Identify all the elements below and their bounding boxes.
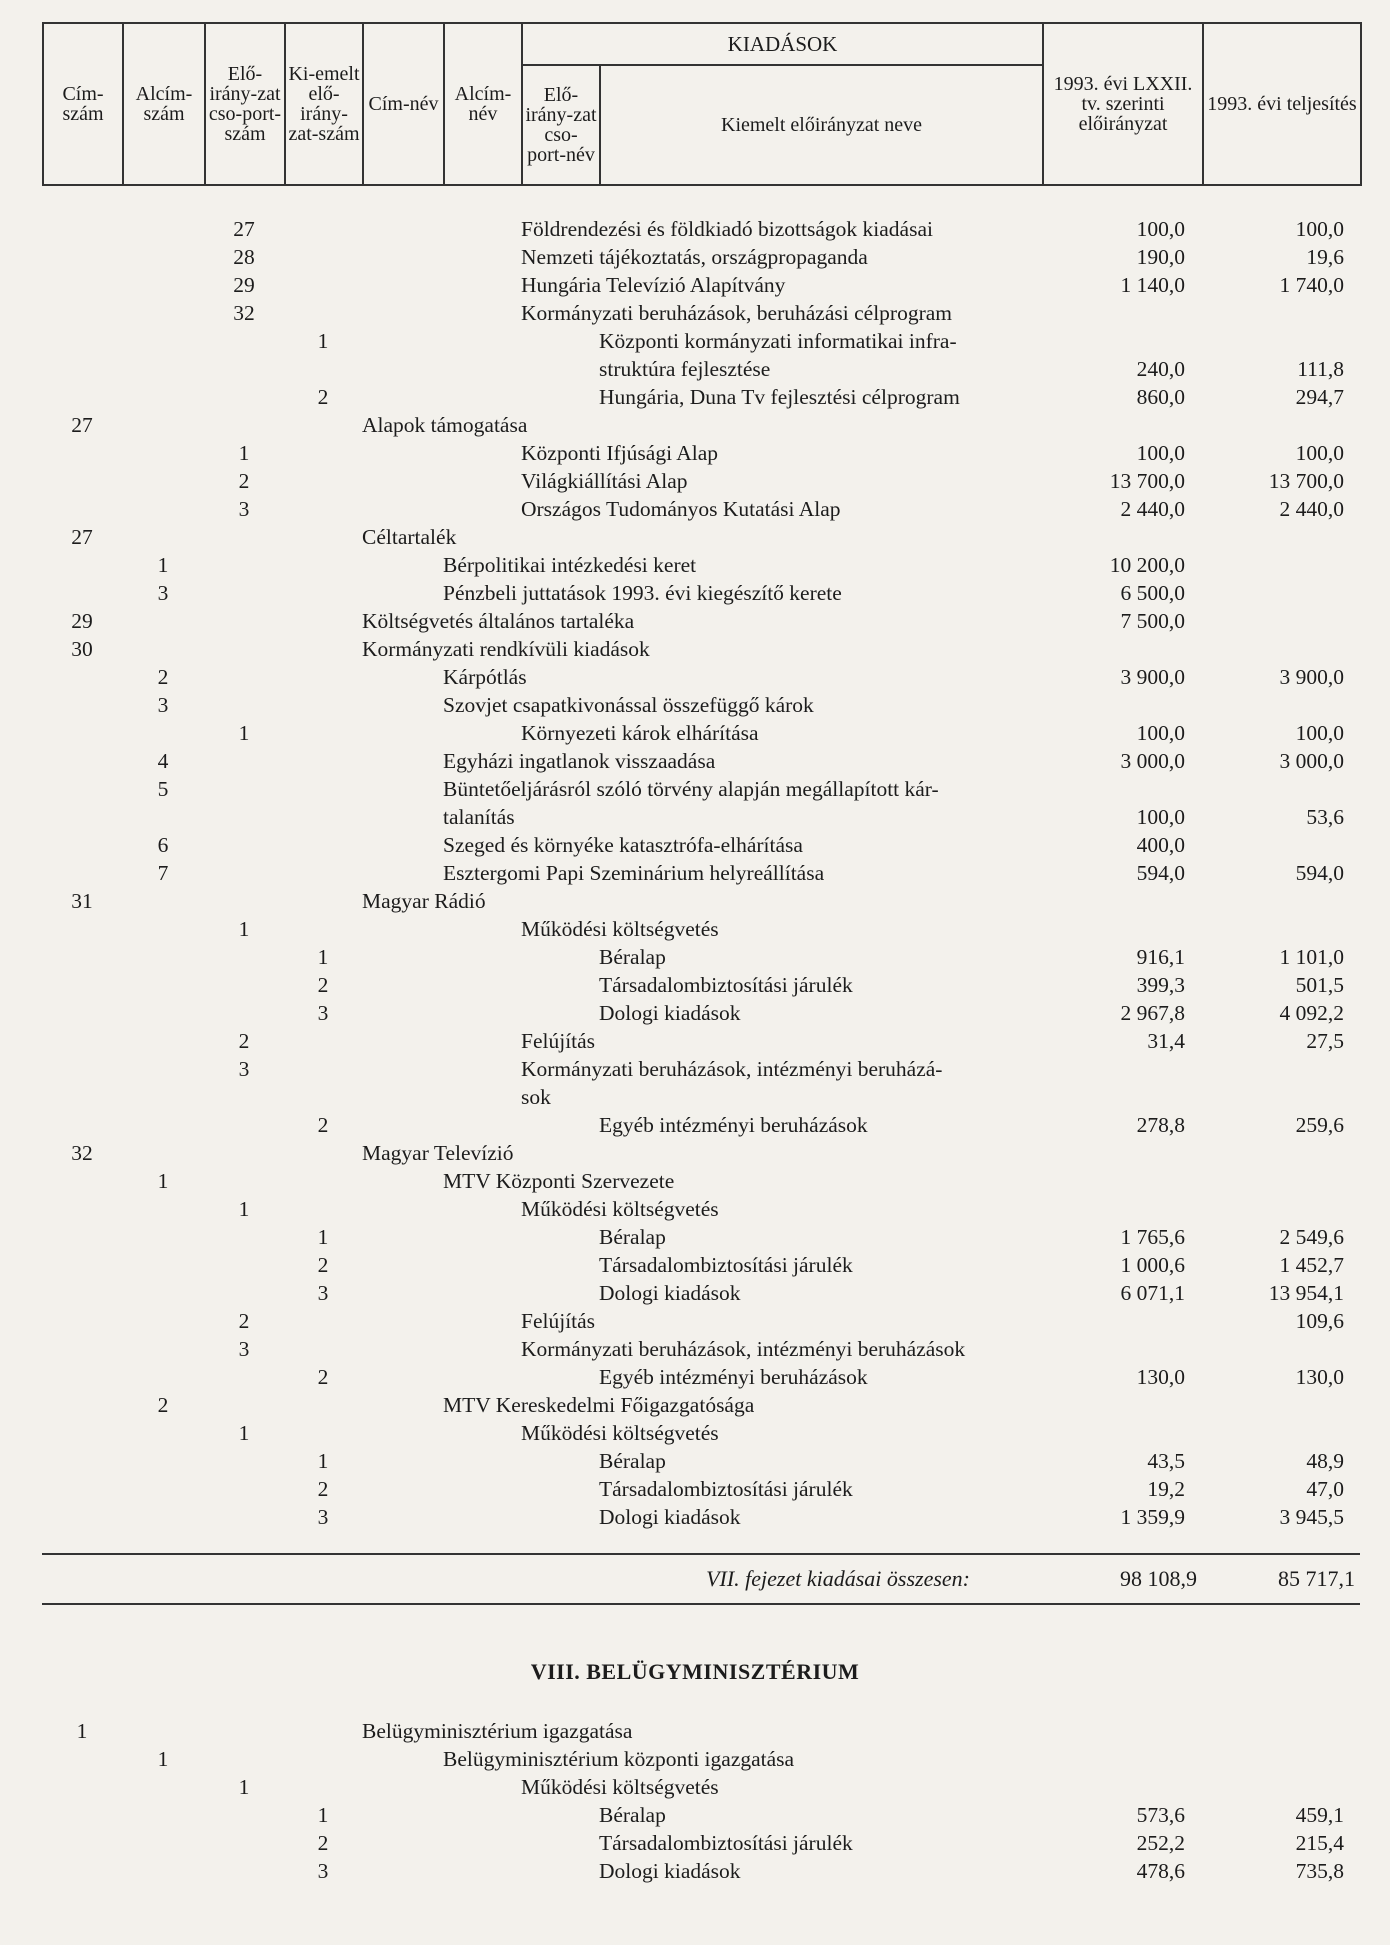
table-row (0, 943, 1390, 971)
row-name: Szeged és környéke katasztrófa-elhárítása (443, 833, 803, 857)
table-row (0, 803, 1390, 831)
row-number: 1 (238, 1421, 250, 1445)
table-row (0, 495, 1390, 523)
row-number: 2 (157, 1393, 169, 1417)
row-number: 1 (238, 1775, 250, 1799)
table-row (0, 1027, 1390, 1055)
row-number: 6 (157, 833, 169, 857)
row-eloiranyzat: 6 071,1 (1120, 1281, 1185, 1305)
table-row (0, 859, 1390, 887)
row-eloiranyzat: 240,0 (1136, 357, 1185, 381)
total-label: VII. fejezet kiadásai összesen: (706, 1566, 970, 1591)
row-teljesites: 48,9 (1306, 1449, 1344, 1473)
row-teljesites: 53,6 (1306, 805, 1344, 829)
row-number: 1 (238, 441, 250, 465)
row-name: Céltartalék (362, 525, 457, 549)
row-teljesites: 4 092,2 (1279, 1001, 1344, 1025)
row-name: Esztergomi Papi Szeminárium helyreállítása (443, 861, 825, 885)
row-eloiranyzat: 1 359,9 (1120, 1505, 1185, 1529)
row-number: 3 (157, 581, 169, 605)
header-kiadasok: KIADÁSOK (522, 23, 1043, 65)
row-number: 2 (238, 469, 250, 493)
row-name: Földrendezési és földkiadó bizottságok kiadásai (521, 217, 933, 241)
row-number: 2 (317, 1477, 329, 1501)
row-name: MTV Központi Szervezete (443, 1169, 675, 1193)
header-teljesites: 1993. évi teljesítés (1203, 23, 1361, 185)
table-row (0, 1773, 1390, 1801)
row-name: Társadalombiztosítási járulék (599, 1253, 853, 1277)
table-row (0, 747, 1390, 775)
row-name: talanítás (443, 805, 515, 829)
row-number: 1 (238, 721, 250, 745)
row-name: MTV Kereskedelmi Főigazgatósága (443, 1393, 755, 1417)
table-row (0, 1335, 1390, 1363)
row-number: 3 (317, 1505, 329, 1529)
row-name: Dologi kiadások (599, 1505, 741, 1529)
table-row (0, 1475, 1390, 1503)
row-name: Alapok támogatása (362, 413, 528, 437)
row-teljesites: 19,6 (1306, 245, 1344, 269)
row-name: Működési költségvetés (521, 1421, 719, 1445)
row-number: 5 (157, 777, 169, 801)
table-row (0, 1745, 1390, 1773)
row-eloiranyzat: 916,1 (1136, 945, 1185, 969)
row-name: Egyházi ingatlanok visszaadása (443, 749, 716, 773)
row-eloiranyzat: 6 500,0 (1120, 581, 1185, 605)
table-row (0, 299, 1390, 327)
row-teljesites: 1 740,0 (1279, 273, 1344, 297)
row-eloiranyzat: 10 200,0 (1109, 553, 1185, 577)
row-number: 29 (71, 609, 93, 633)
section-title: VIII. BELÜGYMINISZTÉRIUM (530, 1659, 860, 1684)
table-row (0, 635, 1390, 663)
row-name: Bérpolitikai intézkedési keret (443, 553, 697, 577)
table-row (0, 1801, 1390, 1829)
row-number: 1 (157, 1169, 169, 1193)
table-row (0, 1307, 1390, 1335)
row-teljesites: 130,0 (1295, 1365, 1344, 1389)
row-eloiranyzat: 1 765,6 (1120, 1225, 1185, 1249)
row-teljesites: 215,4 (1295, 1831, 1344, 1855)
table-row (0, 1363, 1390, 1391)
header-table (42, 22, 1362, 186)
table-row (0, 691, 1390, 719)
table-row (0, 215, 1390, 243)
row-name: Magyar Rádió (362, 889, 486, 913)
row-number: 29 (233, 273, 255, 297)
row-number: 1 (317, 945, 329, 969)
row-number: 2 (317, 1113, 329, 1137)
row-name: Egyéb intézményi beruházások (599, 1113, 868, 1137)
row-name: Béralap (599, 1803, 666, 1827)
row-eloiranyzat: 278,8 (1136, 1113, 1185, 1137)
table-row (0, 1055, 1390, 1083)
header-kiemelt-eloiranyzatszam: Ki-emelt elő-irány-zat-szám (285, 23, 363, 185)
table-row (0, 1167, 1390, 1195)
row-name: sok (521, 1085, 551, 1109)
row-teljesites: 501,5 (1295, 973, 1344, 997)
budget-rows-belugy (0, 1717, 1390, 1885)
table-row (0, 663, 1390, 691)
table-row (0, 1857, 1390, 1885)
row-teljesites: 13 954,1 (1268, 1281, 1344, 1305)
row-eloiranyzat: 100,0 (1136, 217, 1185, 241)
row-name: Dologi kiadások (599, 1281, 741, 1305)
budget-rows (0, 215, 1390, 1531)
row-eloiranyzat: 2 967,8 (1120, 1001, 1185, 1025)
row-name: Hungária Televízió Alapítvány (521, 273, 786, 297)
header-cimszam: Cím-szám (43, 23, 123, 185)
header-eloiranyzat-csoportszam: Elő-irány-zat cso-port-szám (205, 23, 285, 185)
row-name: Pénzbeli juttatások 1993. évi kiegészítő kerete (443, 581, 842, 605)
row-number: 28 (233, 245, 255, 269)
row-teljesites: 3 900,0 (1279, 665, 1344, 689)
table-row (0, 467, 1390, 495)
table-row (0, 1717, 1390, 1745)
row-name: Kormányzati beruházások, beruházási célprogram (521, 301, 952, 325)
row-number: 1 (76, 1719, 88, 1743)
row-eloiranyzat: 31,4 (1147, 1029, 1185, 1053)
row-number: 2 (317, 1253, 329, 1277)
row-name: struktúra fejlesztése (599, 357, 771, 381)
row-name: Világkiállítási Alap (521, 469, 688, 493)
row-number: 3 (317, 1001, 329, 1025)
row-number: 1 (238, 917, 250, 941)
row-number: 1 (317, 329, 329, 353)
row-number: 7 (157, 861, 169, 885)
row-name: Társadalombiztosítási járulék (599, 1831, 853, 1855)
table-row (0, 579, 1390, 607)
table-row (0, 1829, 1390, 1857)
row-number: 2 (317, 973, 329, 997)
row-number: 32 (71, 1141, 93, 1165)
row-teljesites: 109,6 (1295, 1309, 1344, 1333)
row-eloiranyzat: 100,0 (1136, 441, 1185, 465)
row-teljesites: 100,0 (1295, 217, 1344, 241)
row-eloiranyzat: 190,0 (1136, 245, 1185, 269)
row-number: 4 (157, 749, 169, 773)
row-eloiranyzat: 7 500,0 (1120, 609, 1185, 633)
row-eloiranyzat: 573,6 (1136, 1803, 1185, 1827)
row-name: Dologi kiadások (599, 1001, 741, 1025)
row-number: 2 (238, 1029, 250, 1053)
row-number: 3 (238, 1057, 250, 1081)
table-row (0, 1447, 1390, 1475)
row-eloiranyzat: 43,5 (1147, 1449, 1185, 1473)
row-name: Kormányzati rendkívüli kiadások (362, 637, 650, 661)
row-name: Működési költségvetés (521, 1775, 719, 1799)
row-teljesites: 27,5 (1306, 1029, 1344, 1053)
table-row (0, 999, 1390, 1027)
row-eloiranyzat: 3 000,0 (1120, 749, 1185, 773)
table-row (0, 1223, 1390, 1251)
table-row (0, 1083, 1390, 1111)
row-name: Felújítás (521, 1029, 596, 1053)
table-row (0, 1279, 1390, 1307)
row-name: Béralap (599, 945, 666, 969)
header-alcimszam: Alcím-szám (123, 23, 205, 185)
row-name: Büntetőeljárásról szóló törvény alapján megállapított kár- (443, 777, 939, 801)
table-row (0, 1503, 1390, 1531)
row-name: Működési költségvetés (521, 1197, 719, 1221)
row-name: Társadalombiztosítási járulék (599, 1477, 853, 1501)
row-name: Kormányzati beruházások, intézményi beruházá- (521, 1057, 943, 1081)
row-number: 3 (317, 1281, 329, 1305)
row-teljesites: 594,0 (1295, 861, 1344, 885)
row-eloiranyzat: 130,0 (1136, 1365, 1185, 1389)
row-eloiranyzat: 478,6 (1136, 1859, 1185, 1883)
row-teljesites: 3 945,5 (1279, 1505, 1344, 1529)
row-teljesites: 13 700,0 (1268, 469, 1344, 493)
row-eloiranyzat: 400,0 (1136, 833, 1185, 857)
row-name: Nemzeti tájékoztatás, országpropaganda (521, 245, 868, 269)
row-name: Szovjet csapatkivonással összefüggő károk (443, 693, 814, 717)
row-number: 2 (157, 665, 169, 689)
row-name: Béralap (599, 1225, 666, 1249)
row-name: Béralap (599, 1449, 666, 1473)
row-name: Központi Ifjúsági Alap (521, 441, 719, 465)
row-teljesites: 1 452,7 (1279, 1253, 1344, 1277)
row-number: 1 (317, 1449, 329, 1473)
row-number: 1 (157, 1747, 169, 1771)
row-teljesites: 3 000,0 (1279, 749, 1344, 773)
header-cimnev: Cím-név (363, 23, 444, 185)
row-teljesites: 111,8 (1297, 357, 1344, 381)
row-eloiranyzat: 19,2 (1147, 1477, 1185, 1501)
row-number: 2 (238, 1309, 250, 1333)
row-number: 31 (71, 889, 93, 913)
row-number: 32 (233, 301, 255, 325)
table-row (0, 243, 1390, 271)
table-row (0, 887, 1390, 915)
row-eloiranyzat: 594,0 (1136, 861, 1185, 885)
row-name: Hungária, Duna Tv fejlesztési célprogram (599, 385, 960, 409)
table-row (0, 719, 1390, 747)
row-number: 3 (238, 497, 250, 521)
row-number: 3 (157, 693, 169, 717)
row-name: Költségvetés általános tartaléka (362, 609, 635, 633)
row-number: 1 (317, 1225, 329, 1249)
row-name: Országos Tudományos Kutatási Alap (521, 497, 841, 521)
table-row (0, 915, 1390, 943)
table-row (0, 439, 1390, 467)
row-eloiranyzat: 100,0 (1136, 805, 1185, 829)
row-eloiranyzat: 2 440,0 (1120, 497, 1185, 521)
row-name: Belügyminisztérium igazgatása (362, 1719, 633, 1743)
table-row (0, 327, 1390, 355)
table-row (0, 271, 1390, 299)
row-name: Kárpótlás (443, 665, 527, 689)
row-number: 30 (71, 637, 93, 661)
row-name: Dologi kiadások (599, 1859, 741, 1883)
table-row (0, 1419, 1390, 1447)
row-name: Felújítás (521, 1309, 596, 1333)
row-teljesites: 100,0 (1295, 721, 1344, 745)
chapter-total-row (42, 1553, 1360, 1605)
total-eloiranyzat: 98 108,9 (1120, 1566, 1197, 1591)
row-eloiranyzat: 3 900,0 (1120, 665, 1185, 689)
table-row (0, 831, 1390, 859)
row-number: 3 (238, 1337, 250, 1361)
row-number: 27 (71, 525, 93, 549)
row-eloiranyzat: 399,3 (1136, 973, 1185, 997)
table-row (0, 1111, 1390, 1139)
header-eloiranyzat-csoportnev: Elő-irány-zat cso-port-név (522, 65, 600, 185)
row-teljesites: 100,0 (1295, 441, 1344, 465)
row-number: 27 (233, 217, 255, 241)
row-teljesites: 2 440,0 (1279, 497, 1344, 521)
row-number: 2 (317, 1831, 329, 1855)
header-eloiranyzat: 1993. évi LXXII. tv. szerinti előirányzat (1043, 23, 1203, 185)
table-row (0, 383, 1390, 411)
table-row (0, 523, 1390, 551)
row-name: Kormányzati beruházások, intézményi beruházások (521, 1337, 966, 1361)
header-kiemelt-nev: Kiemelt előirányzat neve (600, 65, 1043, 185)
row-eloiranyzat: 1 140,0 (1120, 273, 1185, 297)
table-row (0, 775, 1390, 803)
row-number: 2 (317, 385, 329, 409)
table-row (0, 607, 1390, 635)
table-row (0, 1139, 1390, 1167)
row-number: 1 (238, 1197, 250, 1221)
row-number: 27 (71, 413, 93, 437)
row-number: 1 (157, 553, 169, 577)
table-row (0, 1391, 1390, 1419)
row-number: 2 (317, 1365, 329, 1389)
total-teljesites: 85 717,1 (1278, 1566, 1355, 1591)
row-name: Központi kormányzati informatikai infra- (599, 329, 957, 353)
row-eloiranyzat: 252,2 (1136, 1831, 1185, 1855)
table-row (0, 355, 1390, 383)
row-teljesites: 47,0 (1306, 1477, 1344, 1501)
row-teljesites: 2 549,6 (1279, 1225, 1344, 1249)
row-name: Belügyminisztérium központi igazgatása (443, 1747, 795, 1771)
table-row (0, 551, 1390, 579)
row-number: 1 (317, 1803, 329, 1827)
row-name: Magyar Televízió (362, 1141, 514, 1165)
row-name: Egyéb intézményi beruházások (599, 1365, 868, 1389)
table-row (0, 411, 1390, 439)
table-row (0, 971, 1390, 999)
table-row (0, 1195, 1390, 1223)
row-teljesites: 459,1 (1295, 1803, 1344, 1827)
row-teljesites: 1 101,0 (1279, 945, 1344, 969)
row-name: Társadalombiztosítási járulék (599, 973, 853, 997)
row-teljesites: 259,6 (1295, 1113, 1344, 1137)
row-eloiranyzat: 1 000,6 (1120, 1253, 1185, 1277)
row-name: Környezeti károk elhárítása (521, 721, 759, 745)
row-number: 3 (317, 1859, 329, 1883)
row-eloiranyzat: 100,0 (1136, 721, 1185, 745)
row-eloiranyzat: 860,0 (1136, 385, 1185, 409)
row-eloiranyzat: 13 700,0 (1109, 469, 1185, 493)
row-teljesites: 735,8 (1295, 1859, 1344, 1883)
table-row (0, 1251, 1390, 1279)
row-name: Működési költségvetés (521, 917, 719, 941)
header-alcimnev: Alcím-név (444, 23, 522, 185)
row-teljesites: 294,7 (1295, 385, 1344, 409)
